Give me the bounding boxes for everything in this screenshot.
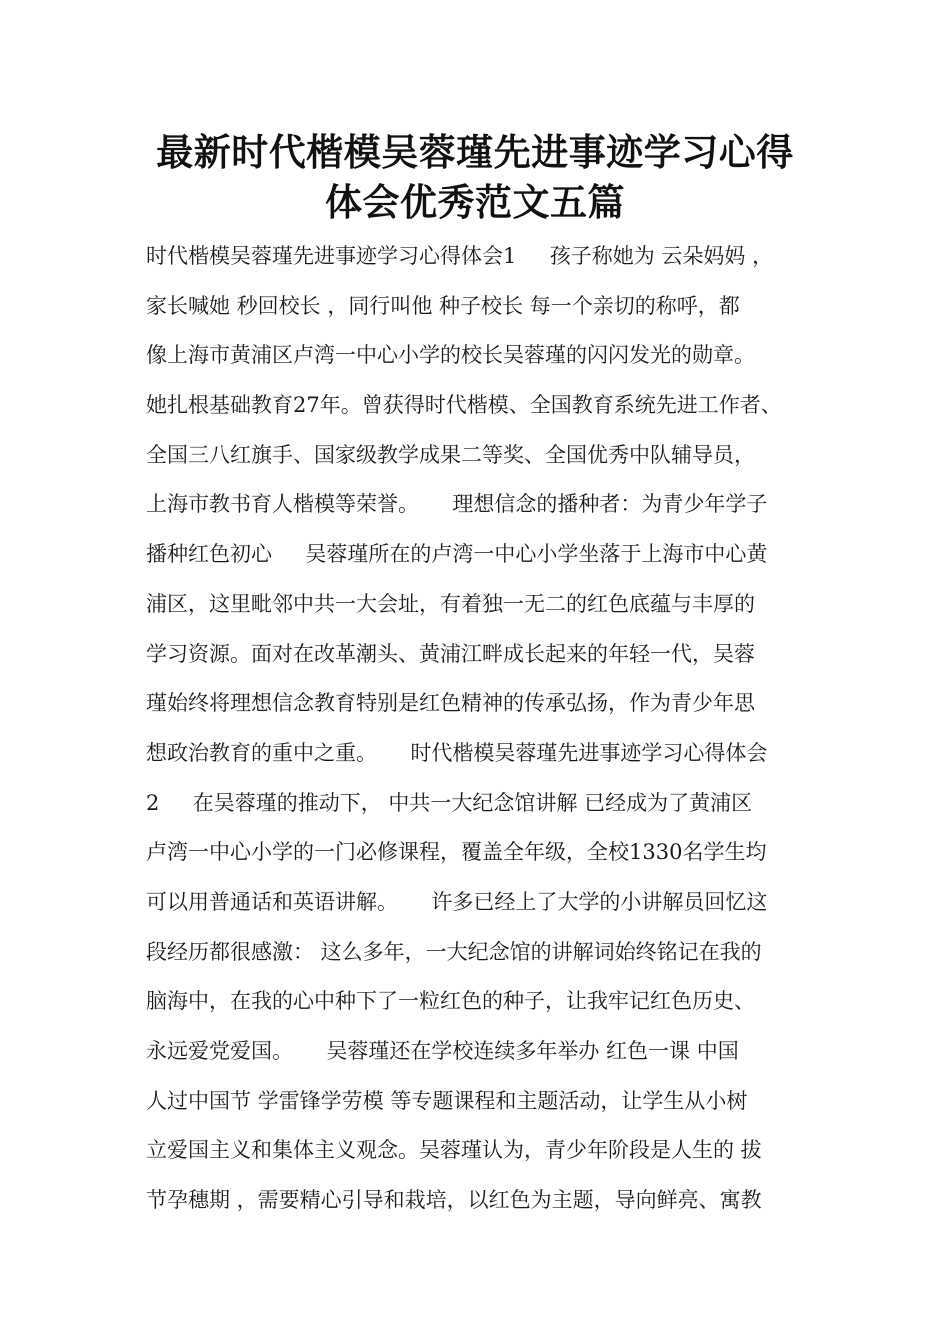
body-text-line: 想政治教育的重中之重。 时代楷模吴蓉瑾先进事迹学习心得体会 xyxy=(146,740,768,765)
body-text-line: 可以用普通话和英语讲解。 许多已经上了大学的小讲解员回忆这 xyxy=(146,889,768,914)
body-text-line: 像上海市黄浦区卢湾一中心小学的校长吴蓉瑾的闪闪发光的勋章。 xyxy=(146,343,755,368)
title-line-2: 体会优秀范文五篇 xyxy=(325,181,625,224)
body-text-line: 学习资源。面对在改革潮头、黄浦江畔成长起来的年轻一代，吴蓉 xyxy=(146,641,755,666)
body-text-line: 脑海中，在我的心中种下了一粒红色的种子，让我牢记红色历史、 xyxy=(146,989,755,1014)
body-text-line: 立爱国主义和集体主义观念。吴蓉瑾认为，青少年阶段是人生的 拔 xyxy=(146,1138,762,1163)
body-text-line: 节孕穗期 ，需要精心引导和栽培，以红色为主题，导向鲜亮、寓教 xyxy=(146,1188,762,1213)
document-body xyxy=(146,232,836,1226)
body-text-line: 上海市教书育人楷模等荣誉。 理想信念的播种者：为青少年学子 xyxy=(146,492,768,517)
body-text-line: 浦区，这里毗邻中共一大会址，有着独一无二的红色底蕴与丰厚的 xyxy=(146,591,755,616)
body-text-line: 2 在吴蓉瑾的推动下， 中共一大纪念馆讲解 已经成为了黄浦区 xyxy=(146,790,753,815)
body-text-line: 播种红色初心 吴蓉瑾所在的卢湾一中心小学坐落于上海市中心黄 xyxy=(146,542,768,567)
body-text-line: 人过中国节 学雷锋学劳模 等专题课程和主题活动，让学生从小树 xyxy=(146,1088,748,1113)
body-text-line: 瑾始终将理想信念教育特别是红色精神的传承弘扬，作为青少年思 xyxy=(146,691,755,716)
title-line-1: 最新时代楷模吴蓉瑾先进事迹学习心得 xyxy=(156,131,794,174)
body-text-line: 全国三八红旗手、国家级教学成果二等奖、全国优秀中队辅导员， xyxy=(146,442,755,467)
body-text-line: 段经历都很感激： 这么多年，一大纪念馆的讲解词始终铭记在我的 xyxy=(146,939,762,964)
body-text-line: 时代楷模吴蓉瑾先进事迹学习心得体会1 孩子称她为 云朵妈妈 ， xyxy=(146,244,774,268)
body-text-line: 家长喊她 秒回校长 ，同行叫他 种子校长 每一个亲切的称呼，都 xyxy=(146,293,740,318)
body-text-line: 她扎根基础教育27年。曾获得时代楷模、全国教育系统先进工作者、 xyxy=(146,393,782,418)
body-text-line: 卢湾一中心小学的一门必修课程，覆盖全年级，全校1330名学生均 xyxy=(146,840,767,865)
document-title xyxy=(100,128,850,228)
body-text-line: 永远爱党爱国。 吴蓉瑾还在学校连续多年举办 红色一课 中国 xyxy=(146,1039,739,1063)
